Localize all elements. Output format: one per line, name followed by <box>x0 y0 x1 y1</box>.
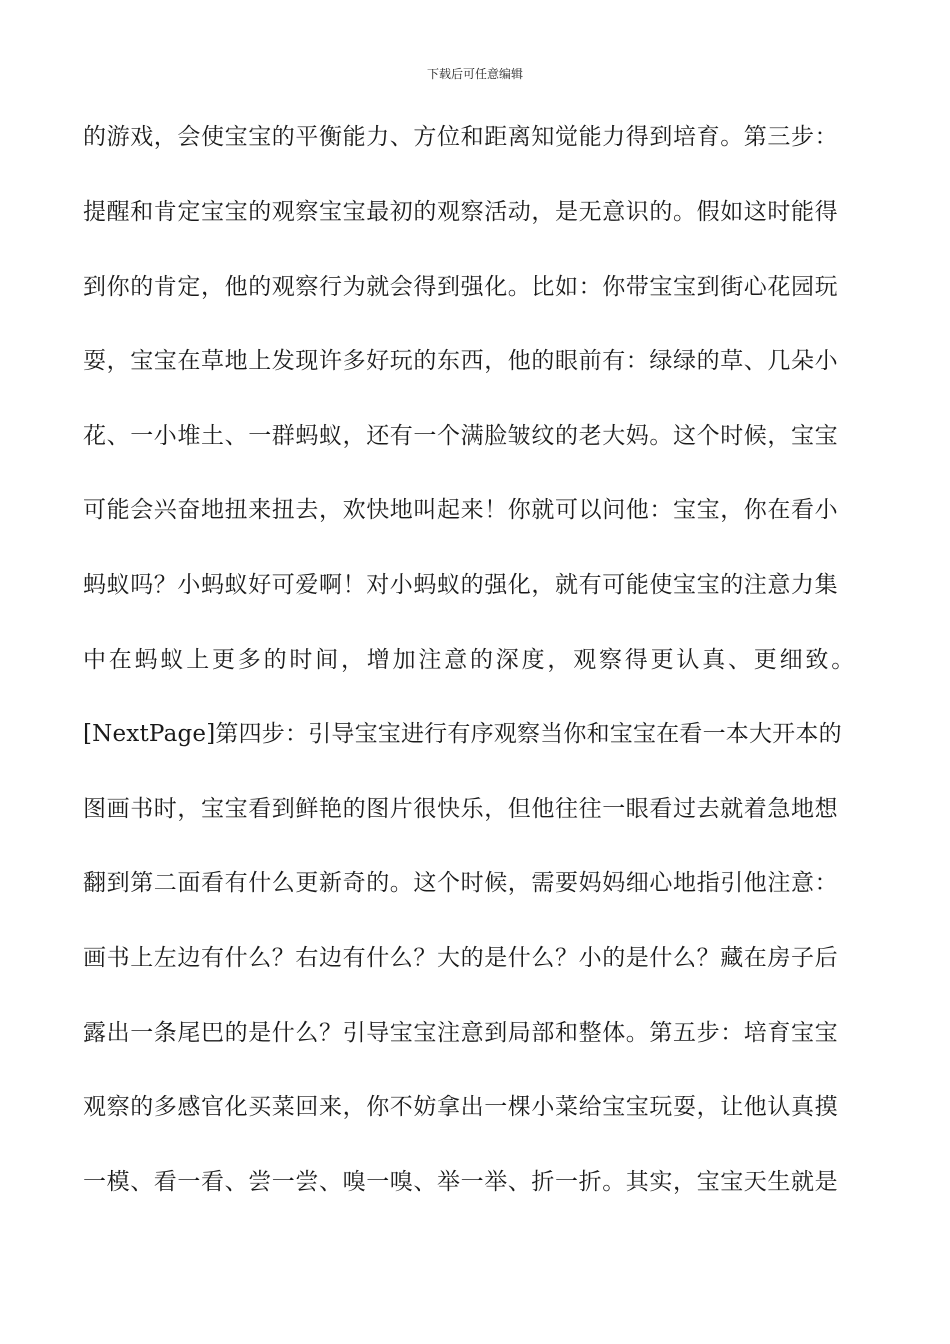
text-line: 花、一小堆土、一群蚂蚁，还有一个满脸皱纹的老大妈。这个时候，宝宝 <box>83 423 839 449</box>
text-line: 可能会兴奋地扭来扭去，欢快地叫起来！你就可以问他：宝宝，你在看小 <box>83 497 839 523</box>
text-line: 耍，宝宝在草地上发现许多好玩的东西，他的眼前有：绿绿的草、几朵小 <box>83 348 839 374</box>
text-line: 到你的肯定，他的观察行为就会得到强化。比如：你带宝宝到街心花园玩 <box>83 274 839 300</box>
text-line: 翻到第二面看有什么更新奇的。这个时候，需要妈妈细心地指引他注意： <box>83 870 839 896</box>
page-header: 下载后可任意编辑 <box>426 67 523 81</box>
text-line: 画书上左边有什么？右边有什么？大的是什么？小的是什么？藏在房子后 <box>83 945 839 971</box>
text-line: 观察的多感官化买菜回来，你不妨拿出一棵小菜给宝宝玩耍，让他认真摸 <box>83 1094 839 1120</box>
text-line: 图画书时，宝宝看到鲜艳的图片很快乐，但他往往一眼看过去就着急地想 <box>83 796 839 822</box>
text-line: 蚂蚁吗？小蚂蚁好可爱啊！对小蚂蚁的强化，就有可能使宝宝的注意力集 <box>83 572 839 598</box>
text-line: 一模、看一看、尝一尝、嗅一嗅、举一举、折一折。其实，宝宝天生就是 <box>83 1169 839 1195</box>
text-line: 的游戏，会使宝宝的平衡能力、方位和距离知觉能力得到培育。第三步： <box>83 124 839 150</box>
text-line: [NextPage]第四步：引导宝宝进行有序观察当你和宝宝在看一本大开本的 <box>83 721 842 747</box>
text-line: 提醒和肯定宝宝的观察宝宝最初的观察活动，是无意识的。假如这时能得 <box>83 199 839 225</box>
text-line: 中在蚂蚁上更多的时间，增加注意的深度，观察得更认真、更细致。 <box>83 647 857 673</box>
text-line: 露出一条尾巴的是什么？引导宝宝注意到局部和整体。第五步：培育宝宝 <box>83 1020 839 1046</box>
